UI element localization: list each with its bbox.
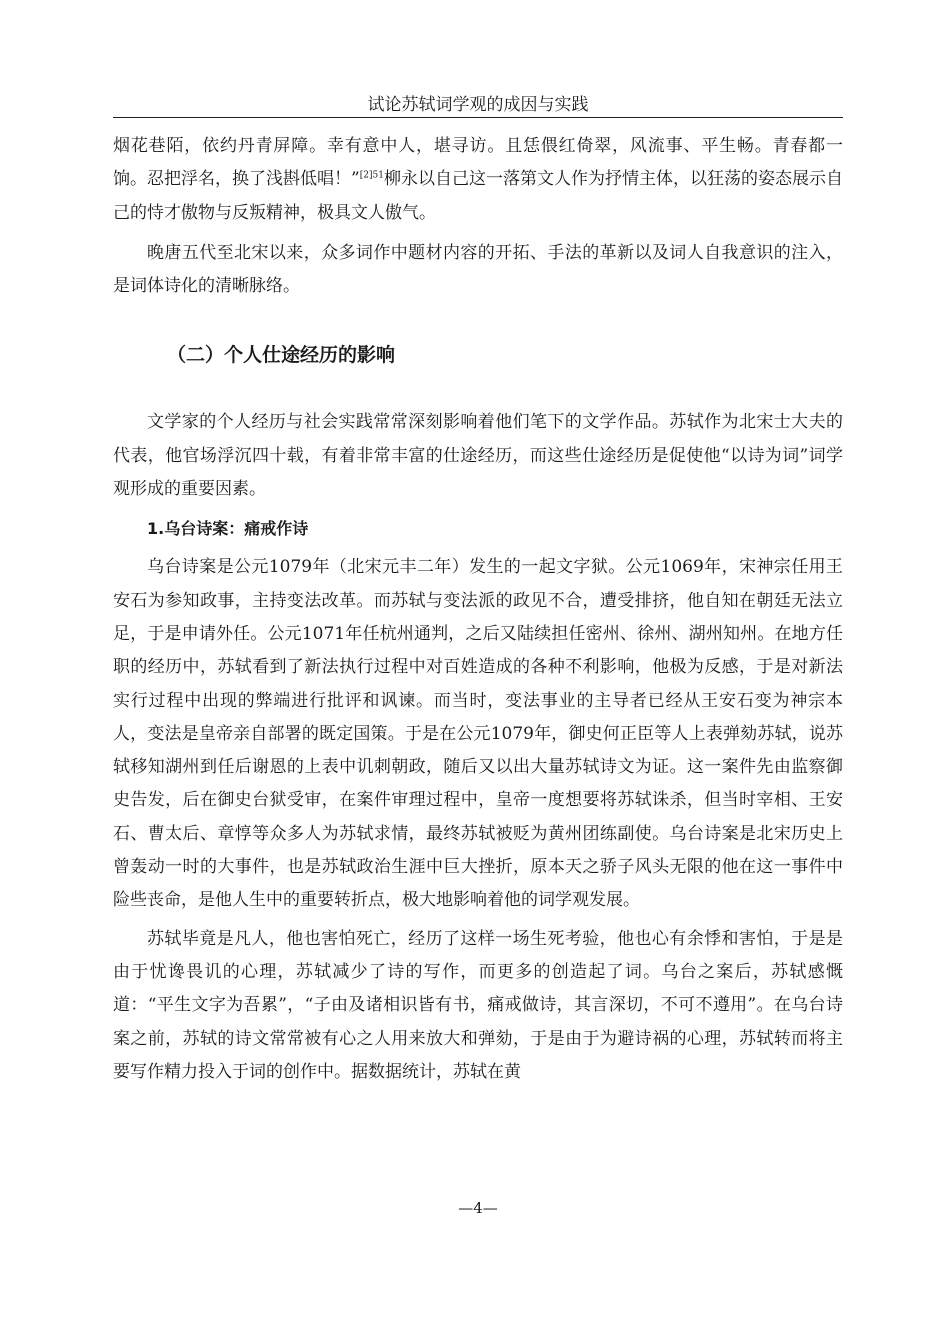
paragraph-text: 烟花巷陌，依约丹青屏障。幸有意中人，堪寻访。且恁偎红倚翠，风流事、平生畅。青春都一饷。忍把浮名，换了浅斟低唱！” <box>113 136 843 190</box>
header-rule <box>113 117 843 118</box>
paragraph: 苏轼毕竟是凡人，他也害怕死亡，经历了这样一场生死考验，他也心有余悸和害怕，于是是由于忧谗畏讥的心理，苏轼减少了诗的写作，而更多的创造起了词。乌台之案后，苏轼感慨道：“平生文字为吾累”，“子由及诸相识皆有书，痛戒做诗，其言深切，不可不遵用”。在乌台诗案之前，苏轼的诗文常常被有心之人用来放大和弹劾，于是由于为避诗祸的心理，苏轼转而将主要写作精力投入于词的创作中。据数据统计，苏轼在黄 <box>113 928 843 1082</box>
citation-marker: [2]51 <box>359 170 384 181</box>
running-header: 试论苏轼词学观的成因与实践 <box>367 95 589 115</box>
section-heading: （二）个人仕途经历的影响 <box>167 344 396 367</box>
sub-heading: 1.乌台诗案：痛戒作诗 <box>147 519 309 539</box>
paragraph-continuation <box>113 130 843 230</box>
paragraph-text: 柳永以自己这一落第文人作为抒情主体，以狂荡的姿态展示自己的恃才傲物与反叛精神，极具文人傲气。 <box>113 169 843 223</box>
paragraph: 乌台诗案是公元1079年（北宋元丰二年）发生的一起文字狱。公元1069年，宋神宗任用王安石为参知政事，主持变法改革。而苏轼与变法派的政见不合，遭受排挤，他自知在朝廷无法立足，于是申请外任。公元1071年任杭州通判，之后又陆续担任密州、徐州、湖州知州。在地方任职的经历中，苏轼看到了新法执行过程中对百姓造成的各种不利影响，他极为反感，于是对新法实行过程中出现的弊端进行批评和讽谏。而当时，变法事业的主导者已经从王安石变为神宗本人，变法是皇帝亲自部署的既定国策。于是在公元1079年，御史何正臣等人上表弹劾苏轼，说苏轼移知湖州到任后谢恩的上表中讥刺朝政，随后又以出大量苏轼诗文为证。这一案件先由监察御史告发，后在御史台狱受审，在案件审理过程中，皇帝一度想要将苏轼诛杀，但当时宰相、王安石、曹太后、章惇等众多人为苏轼求情，最终苏轼被贬为黄州团练副使。乌台诗案是北宋历史上曾轰动一时的大事件，也是苏轼政治生涯中巨大挫折，原本天之骄子风头无限的他在这一事件中险些丧命，是他人生中的重要转折点，极大地影响着他的词学观发展。 <box>113 557 843 911</box>
paragraph: 晚唐五代至北宋以来，众多词作中题材内容的开拓、手法的革新以及词人自我意识的注入，是词体诗化的清晰脉络。 <box>113 242 843 297</box>
body-text <box>113 130 843 1089</box>
paragraph: 文学家的个人经历与社会实践常常深刻影响着他们笔下的文学作品。苏轼作为北宋士大夫的代表，他官场浮沉四十载，有着非常丰富的仕途经历，而这些仕途经历是促使他“以诗为词”词学观形成的重要因素。 <box>113 412 843 500</box>
page-number: —4— <box>458 1199 498 1217</box>
